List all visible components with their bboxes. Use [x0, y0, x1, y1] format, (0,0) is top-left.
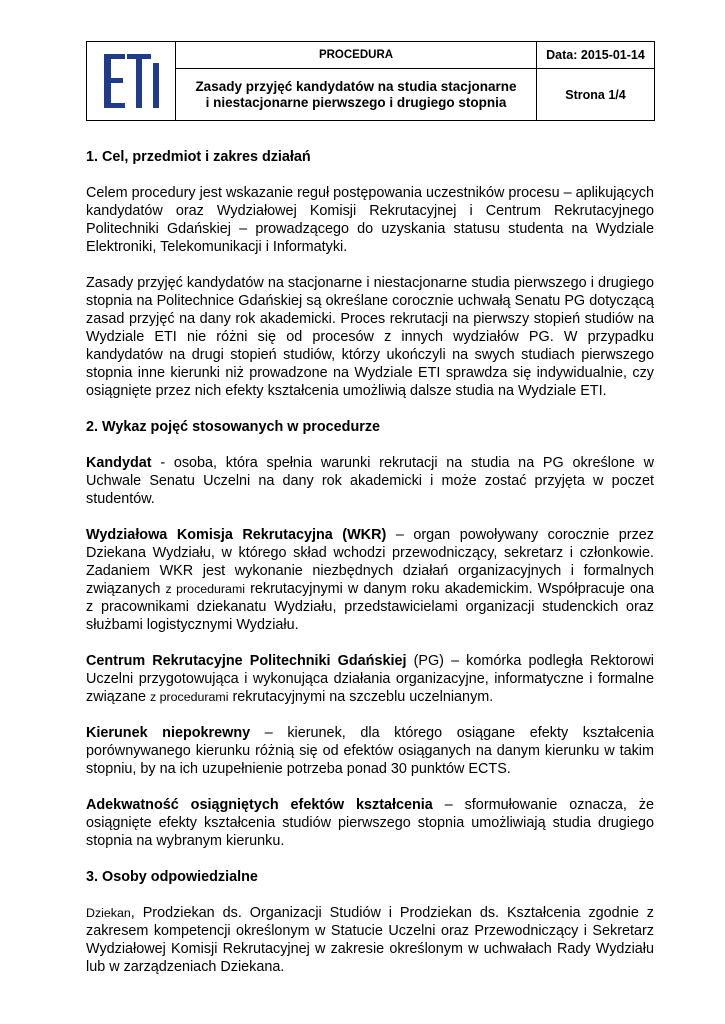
section-heading-2: 2. Wykaz pojęć stosowanych w procedurze [86, 419, 381, 435]
section3-paragraph [86, 904, 654, 976]
section3-lead: Dziekan [86, 906, 131, 920]
def-centrum-small: z procedurami [150, 690, 229, 704]
def-wkr-small: z procedurami [165, 582, 246, 596]
document-date: Data: 2015-01-14 [537, 42, 655, 69]
procedure-label: PROCEDURA [176, 42, 537, 69]
document-header-table [86, 41, 655, 121]
def-adekwatnosc: – sformułowanie oznacza, że osiągnięte efekty kształcenia studiów pierwszego stopnia umożliwiają studia drugiego stopnia na wybranym kierunku. [86, 797, 654, 849]
section-heading-1: 1. Cel, przedmiot i zakres działań [86, 149, 311, 165]
def-kandydat: - osoba, która spełnia warunki rekrutacji na studia na PG określone w Uchwale Senatu Uczelni na dany rok akademicki i może zostać przyjęta w poczet studentów. [86, 455, 654, 507]
definition-adekwatnosc [86, 796, 654, 850]
term-wkr: Wydziałowa Komisja Rekrutacyjna (WKR) [86, 527, 387, 543]
term-kierunek: Kierunek niepokrewny [86, 725, 251, 741]
section-heading-3: 3. Osoby odpowiedzialne [86, 869, 258, 885]
term-centrum: Centrum Rekrutacyjne Politechniki Gdańskiej [86, 653, 407, 669]
section1-paragraph2: Zasady przyjęć kandydatów na stacjonarne i niestacjonarne studia pierwszego i drugiego stopnia na Politechnice Gdańskiej są określane corocznie uchwałą Senatu PG dotyczącą zasad przyjęć na dany rok akademicki. Proces rekrutacji na pierwszy stopień studiów na Wydziale ETI nie różni się od procesów z innych wydziałów PG. W przypadku kandydatów na drugi stopień studiów, którzy ukończyli na swych studiach pierwszego stopnia inne kierunki niż prowadzone na Wydziale ETI sprawdza się indywidualnie, czy osiągnięte przez nich efekty kształcenia umożliwią dalsze studia na Wydziale ETI. [86, 275, 654, 399]
term-kandydat: Kandydat [86, 455, 152, 471]
section3-text: , Prodziekan ds. Organizacji Studiów i Prodziekan ds. Kształcenia zgodnie z zakresem kompetencji określonym w Statucie Uczelni oraz Przewodniczący i Sekretarz Wydziałowej Komisji Rekrutacyjnej w zakresie określonym w uchwałach Rady Wydziału lub w zarządzeniach Dziekana. [86, 905, 654, 975]
definition-kandydat [86, 454, 654, 508]
definition-kierunek [86, 724, 654, 778]
section1-paragraph1: Celem procedury jest wskazanie reguł postępowania uczestników procesu – aplikujących kandydatów oraz Wydziałowej Komisji Rekrutacyjnej i Centrum Rekrutacyjnego Politechniki Gdańskiej – prowadzącego do uzyskania statusu studenta na Wydziale Elektroniki, Telekomunikacji i Informatyki. [86, 185, 654, 255]
logo-cell [87, 42, 176, 121]
document-title-line2: i niestacjonarne pierwszego i drugiego stopnia [205, 94, 507, 110]
document-title [176, 69, 537, 121]
definition-wkr [86, 526, 654, 634]
eti-logo [95, 48, 167, 114]
document-title-line1: Zasady przyjęć kandydatów na studia stacjonarne [195, 78, 517, 94]
def-centrum-b: rekrutacyjnymi na szczeblu uczelnianym. [228, 689, 494, 705]
def-wkr-b: rekrutacyjnymi w danym roku akademickim. Współpracuje ona z pracownikami dziekanatu Wydziału, przedstawicielami organizacji studenckich oraz służbami logistycznymi Wydziału. [86, 581, 654, 633]
page-number: Strona 1/4 [537, 69, 655, 121]
document-body [86, 148, 654, 976]
def-centrum-a: (PG) – komórka podległa Rektorowi Uczelni przygotowująca i wykonująca działania organizacyjne, informatyczne i formalne związane [86, 653, 654, 705]
definition-centrum [86, 652, 654, 706]
def-wkr-a: – organ powoływany corocznie przez Dziekana Wydziału, w którego skład wchodzi przewodniczący, sekretarz i członkowie. Zadaniem WKR jest wykonanie niezbędnych działań organizacyjnych i formalnych związanych [86, 527, 654, 597]
def-kierunek: – kierunek, dla którego osiągane efekty kształcenia porównywanego kierunku różnią się od efektów osiąganych na danym kierunku w takim stopniu, by na ich uzupełnienie potrzeba ponad 30 punktów ECTS. [86, 725, 654, 777]
term-adekwatnosc: Adekwatność osiągniętych efektów kształcenia [86, 797, 433, 813]
